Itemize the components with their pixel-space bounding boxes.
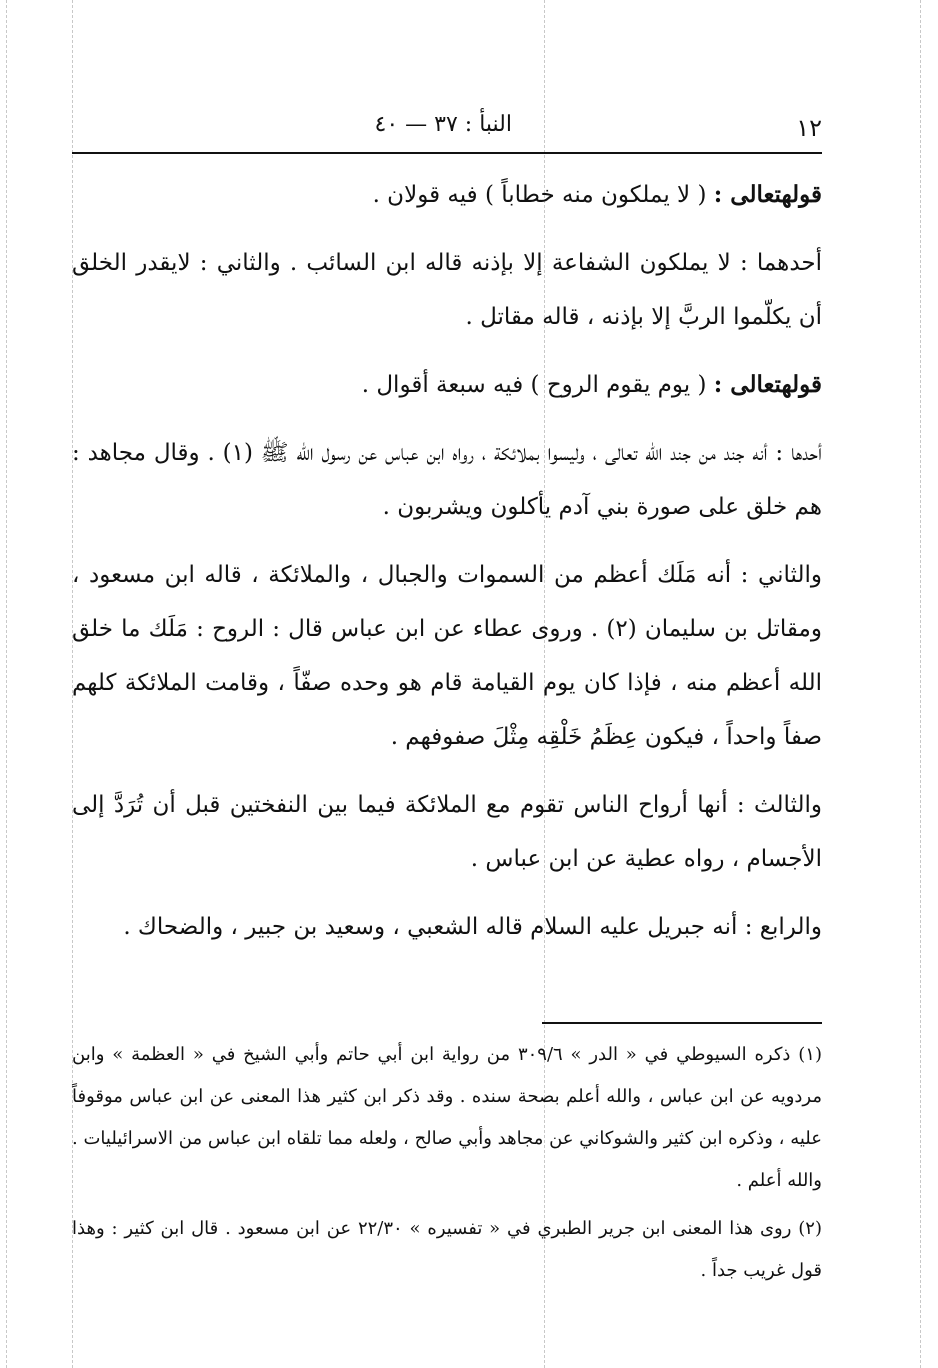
footnotes <box>72 1034 822 1298</box>
paragraph-text: والثالث : أنها أرواح الناس تقوم مع الملائكة فيما بين النفختين قبل أن تُرَدَّ إلى الأجسام ، رواه عطية عن ابن عباس . <box>72 792 822 872</box>
verse-lead: قولهتعالى : <box>713 181 822 208</box>
paragraph <box>72 778 822 886</box>
scan-guide-line <box>920 0 921 1368</box>
paragraph <box>72 426 822 534</box>
verse-heading <box>72 358 822 412</box>
footnote-text: (٢) روى هذا المعنى ابن جرير الطبري في « تفسيره » ٢٢/٣٠ عن ابن مسعود . قال ابن كثير : وهذا قول غريب جداً . <box>72 1218 822 1281</box>
scan-guide-line <box>6 0 7 1368</box>
verse-heading <box>72 168 822 222</box>
header-rule <box>72 152 822 154</box>
paragraph-text: أحدهما : لا يملكون الشفاعة إلا بإذنه قاله ابن السائب . والثاني : لايقدر الخلق أن يكلّموا الربَّ إلا بإذنه ، قاله مقاتل . <box>72 250 822 330</box>
footnote <box>72 1208 822 1292</box>
paragraph <box>72 900 822 954</box>
paragraph <box>72 236 822 344</box>
footnote-rule <box>542 1022 822 1024</box>
footnote <box>72 1034 822 1202</box>
page-header <box>72 108 822 148</box>
verse-text: ( يوم يقوم الروح ) فيه سبعة أقوال . <box>361 372 714 398</box>
running-title: النبأ : ٣٧ — ٤٠ <box>374 112 512 137</box>
main-text <box>72 168 822 968</box>
paragraph-text: والثاني : أنه مَلَك أعظم من السموات والجبال ، والملائكة ، قاله ابن مسعود ، ومقاتل بن سليمان (٢) . وروى عطاء عن ابن عباس قال : الروح : مَلَك ما خلق الله أعظم منه ، فإذا كان يوم القيامة قام هو وحده صفّاً ، وقامت الملائكة كلهم صفاً واحداً ، فيكون عِظَمُ خَلْقِه مِثْلَ صفوفهم . <box>72 562 822 750</box>
verse-lead: قولهتعالى : <box>713 371 822 398</box>
paragraph <box>72 548 822 764</box>
page-number: ١٢ <box>796 114 822 142</box>
footnote-text: (١) ذكره السيوطي في « الدر » ٣٠٩/٦ من رواية ابن أبي حاتم وأبي الشيخ في « العظمة » وابن مردويه عن ابن عباس ، والله أعلم بصحة سنده . وقد ذكر ابن كثير هذا المعنى عن ابن عباس موقوفاً عليه ، وذكره ابن كثير والشوكاني عن مجاهد وأبي صالح ، ولعله مما تلقاه ابن عباس من الاسرائيليات . والله أعلم . <box>72 1044 822 1191</box>
book-page <box>72 0 822 1368</box>
paragraph-text: أحدها : أنه جند من جند الله تعالى ، وليسوا بملائكة ، رواه ابن عباس عن رسول الله ﷺ (١) . وقال مجاهد : هم خلق على صورة بني آدم يأكلون ويشربون . <box>72 440 822 520</box>
verse-text: ( لا يملكون منه خطاباً ) فيه قولان . <box>372 182 714 208</box>
paragraph-text: والرابع : أنه جبريل عليه السلام قاله الشعبي ، وسعيد بن جبير ، والضحاك . <box>123 914 822 940</box>
